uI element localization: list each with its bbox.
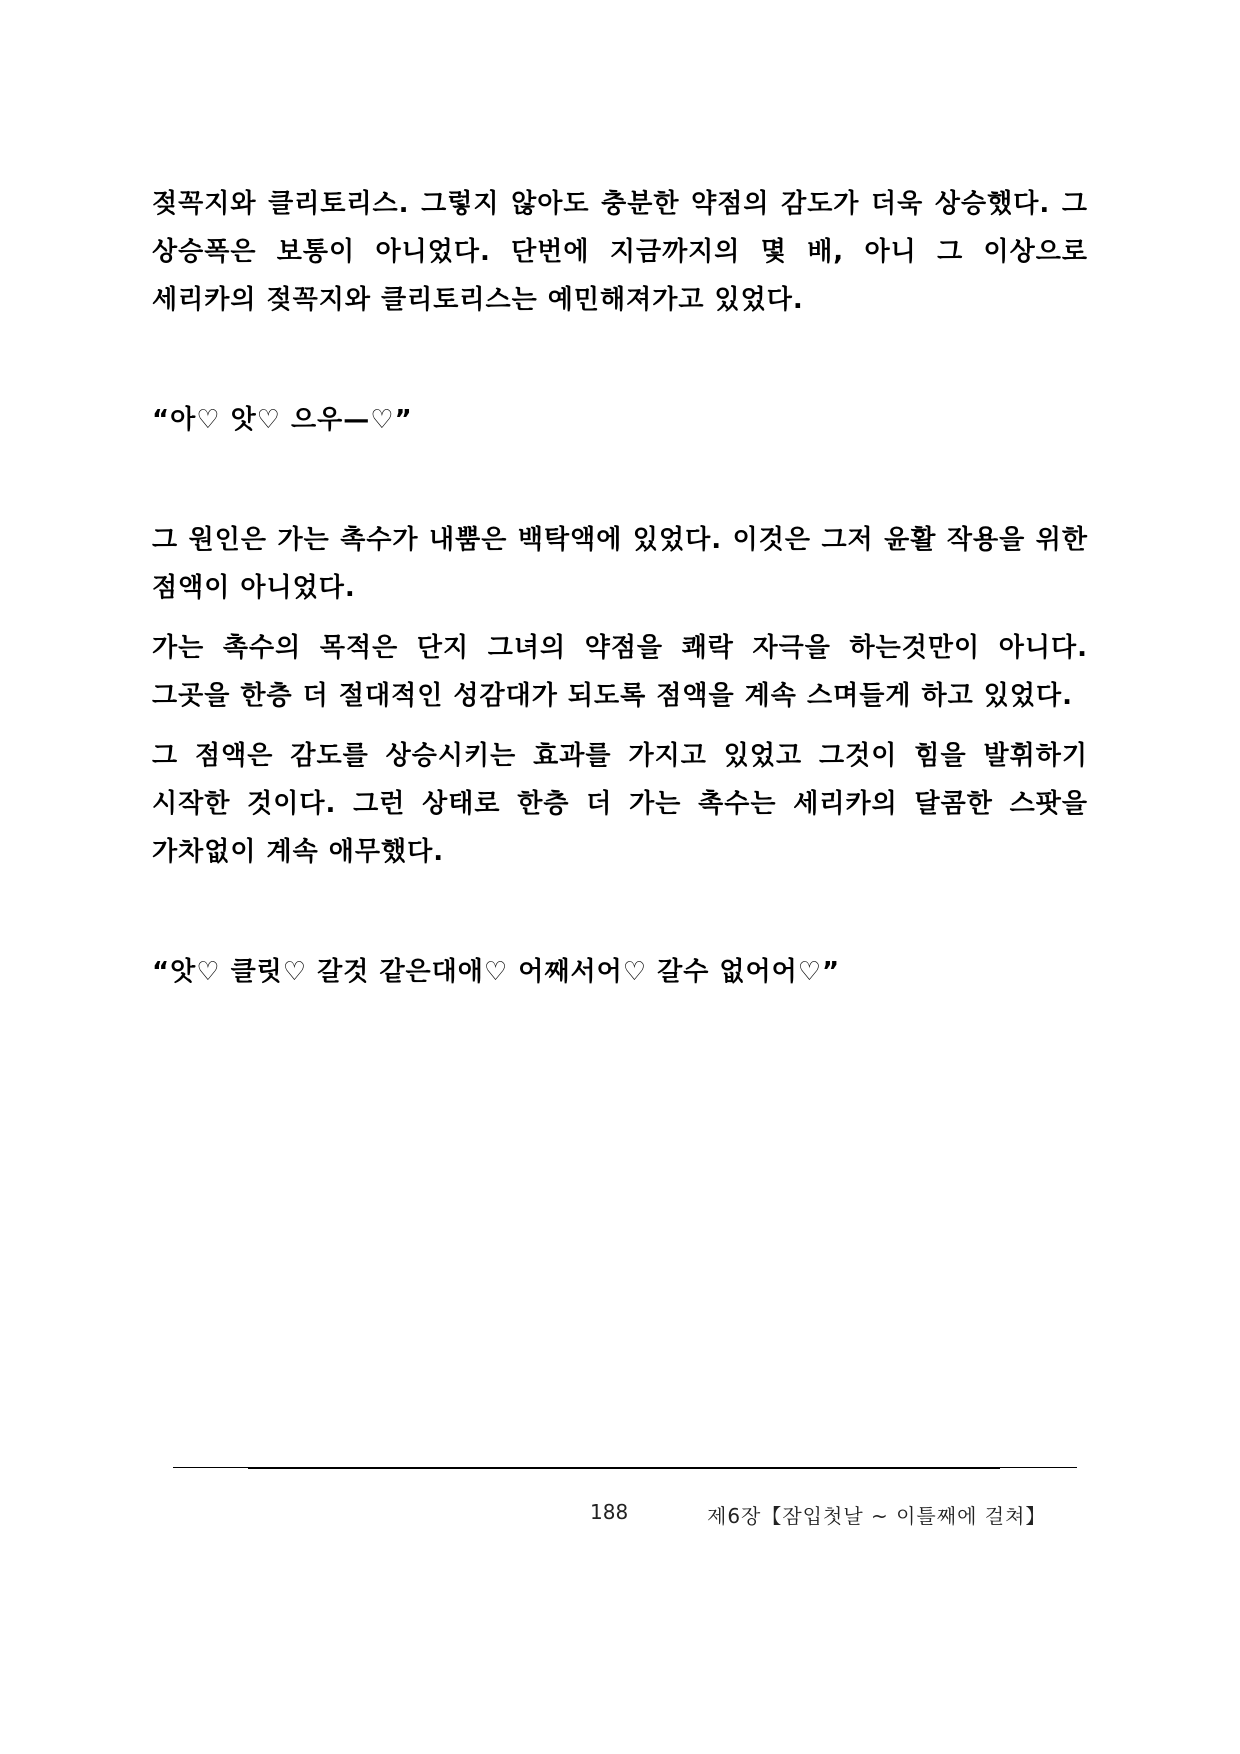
paragraph: 가는 촉수의 목적은 단지 그녀의 약점을 쾌락 자극을 하는것만이 아니다. 그곳을 한층 더 절대적인 성감대가 되도록 점액을 계속 스며들게 하고 있었다. — [152, 633, 1088, 711]
dialogue-line: “아♡ 앗♡ 으우—♡” — [152, 405, 413, 435]
chapter-title: 제6장【잠입첫날 ~ 이틀째에 걸쳐】 — [707, 1504, 1047, 1528]
page-footer — [0, 1500, 1240, 1530]
paragraph: 그 원인은 가는 촉수가 내뿜은 백탁액에 있었다. 이것은 그저 윤활 작용을 위한 점액이 아니었다. — [152, 525, 1088, 603]
paragraph: 그 점액은 감도를 상승시키는 효과를 가지고 있었고 그것이 힘을 발휘하기 시작한 것이다. 그런 상태로 한층 더 가는 촉수는 세리카의 달콤한 스팟을 가차없이 계속 애무했다. — [152, 741, 1088, 867]
paragraph: 젖꼭지와 클리토리스. 그렇지 않아도 충분한 약점의 감도가 더욱 상승했다. 그 상승폭은 보통이 아니었다. 단번에 지금까지의 몇 배, 아니 그 이상으로 세리카의 젖꼭지와 클리토리스는 예민해져가고 있었다. — [152, 189, 1088, 315]
page-number: 188 — [590, 1500, 629, 1524]
body-text — [152, 180, 1088, 996]
footer-divider-thick — [248, 1467, 1000, 1469]
dialogue-line: “앗♡ 클릿♡ 갈것 같은대애♡ 어째서어♡ 갈수 없어어♡” — [152, 957, 841, 987]
